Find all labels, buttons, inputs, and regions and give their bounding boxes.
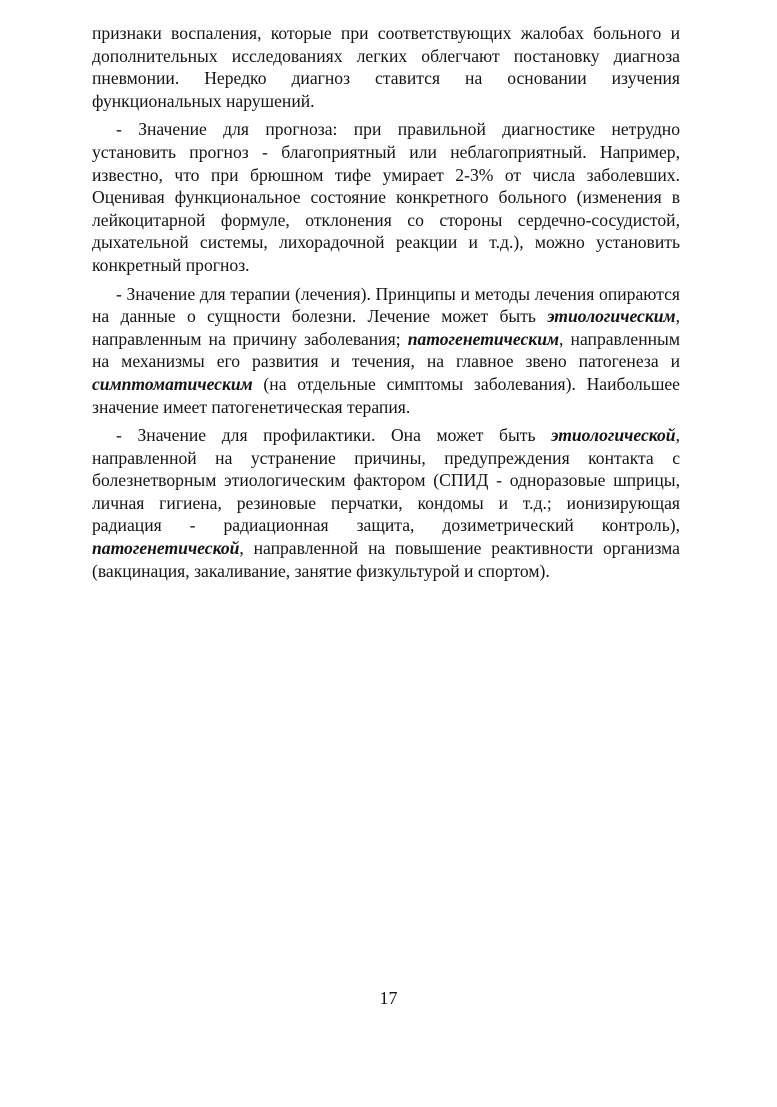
paragraph-therapy (92, 283, 680, 419)
term-etiological-prophylaxis: этиологической (551, 425, 676, 446)
page-body (92, 22, 680, 588)
paragraph-text: , направленной на устранение причины, предупреждения контакта с болезнетворным этиологическим фактором (СПИД - одноразовые шприцы, личная гигиена, резиновые перчатки, кондомы и т.д.; ионизирующая радиация - радиационная защита, дозиметрический контроль), (92, 425, 680, 536)
term-etiological-therapy: этиологическим (547, 306, 676, 327)
term-pathogenetic-therapy: патогенетическим (407, 328, 560, 349)
paragraph-text: (на отдельные симптомы заболевания). Наибольшее значение имеет патогенетическая терапия. (92, 373, 680, 417)
paragraph-text: - Значение для терапии (лечения). Принципы и методы лечения опираются на данные о сущности болезни. Лечение может быть (92, 283, 680, 327)
paragraph-prophylaxis (92, 424, 680, 582)
paragraph-text: , направленным на механизмы его развития и течения, на главное звено патогенеза и (92, 328, 680, 372)
term-symptomatic-therapy: симптоматическим (92, 373, 253, 394)
term-pathogenetic-prophylaxis: патогенетической (92, 538, 240, 559)
paragraph-text: , направленной на повышение реактивности организма (вакцинация, закаливание, занятие физкультурой и спортом). (92, 538, 680, 581)
paragraph-text: - Значение для прогноза: при правильной диагностике нетрудно установить прогноз - благоприятный или неблагоприятный. Например, известно, что при брюшном тифе умирает 2-3% от числа заболевших. Оценивая функциональное состояние конкретного больного (изменения в лейкоцитарной формуле, отклонения со стороны сердечно-сосудистой, дыхательной системы, лихорадочной реакции и т.д.), можно установить конкретный прогноз. (92, 119, 680, 275)
paragraph-prognosis (92, 118, 680, 276)
paragraph-text: признаки воспаления, которые при соответствующих жалобах больного и дополнительных исследованиях легких облегчают постановку диагноза пневмонии. Нередко диагноз ставится на основании изучения функциональных нарушений. (92, 23, 680, 111)
paragraph-pneumonia-diagnosis (92, 22, 680, 112)
page-number: 17 (379, 988, 398, 1008)
paragraph-text: - Значение для профилактики. Она может быть (116, 425, 552, 446)
paragraph-text: , направленным на причину заболевания; (92, 306, 680, 349)
